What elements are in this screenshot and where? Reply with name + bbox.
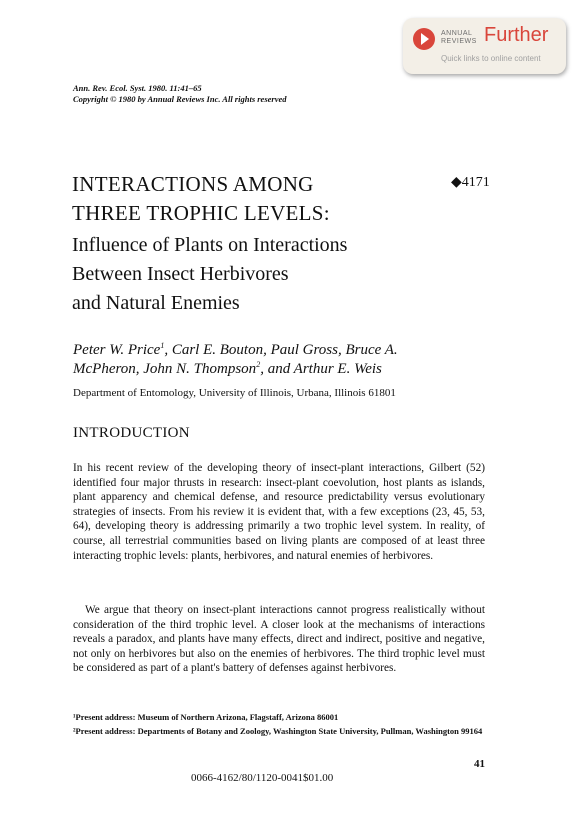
author-line-1: Peter W. Price$^1$, Carl E. Bouton, Paul Gross, Bruce A.	[73, 341, 398, 358]
play-icon	[413, 28, 435, 50]
title-line-1: INTERACTIONS AMONG	[72, 172, 314, 196]
quick-links-label: Quick links to online content	[441, 54, 541, 63]
page-number: 41	[474, 758, 485, 770]
subtitle-line-1: Influence of Plants on Interactions	[72, 234, 348, 256]
brand-line-2: REVIEWS	[441, 38, 477, 45]
article-code: ◆4171	[451, 175, 490, 190]
author-list	[73, 341, 398, 379]
subtitle-line-3: and Natural Enemies	[72, 292, 240, 314]
affiliation: Department of Entomology, University of Illinois, Urbana, Illinois 61801	[73, 387, 396, 399]
subtitle-line-2: Between Insect Herbivores	[72, 263, 289, 285]
article-subtitle	[72, 231, 347, 318]
paragraph-2: We argue that theory on insect-plant interactions cannot progress realistically without consideration of the third trophic level. A closer look at the mechanisms of interactions reveals a paradox, and plants have many effects, direct and indirect, positive and negative, not only on herbivores but also on the enemies of herbivores. The third trophic level must be considered as part of a plant's battery of defenses against herbivores.	[73, 604, 485, 675]
section-heading-introduction: INTRODUCTION	[73, 425, 190, 441]
journal-citation: Ann. Rev. Ecol. Syst. 1980. 11:41–65	[73, 83, 202, 93]
footnote-1: ¹Present address: Museum of Northern Arizona, Flagstaff, Arizona 86001	[73, 712, 339, 722]
issn-line: 0066-4162/80/1120-0041$01.00	[191, 772, 334, 784]
paragraph-1: In his recent review of the developing theory of insect-plant interactions, Gilbert (52) identified four major thrusts in research: insect-plant coevolution, host plants as islands, plant apparency and chemical defense, and resource predictability versus evolutionary strategies of insects. From his review it is evident that, with a few exceptions (23, 45, 53, 64), developing theory is addressing primarily a two trophic level system. In reality, of course, all terrestrial communities based on living plants are composed of at least three interacting trophic levels: plants, herbivores, and natural enemies of herbivores.	[73, 462, 485, 562]
author-line-2: McPheron, John N. Thompson$^2$, and Arthur E. Weis	[73, 360, 382, 377]
brand-line-1: ANNUAL	[441, 30, 473, 37]
footnote-2: ²Present address: Departments of Botany and Zoology, Washington State University, Pullman, Washington 99164	[73, 726, 483, 736]
further-label: Further	[484, 24, 549, 46]
copyright-line: Copyright © 1980 by Annual Reviews Inc. All rights reserved	[73, 94, 287, 104]
article-title	[72, 170, 330, 228]
annual-reviews-further-badge[interactable]	[403, 18, 566, 74]
title-line-2: THREE TROPHIC LEVELS:	[72, 201, 330, 225]
